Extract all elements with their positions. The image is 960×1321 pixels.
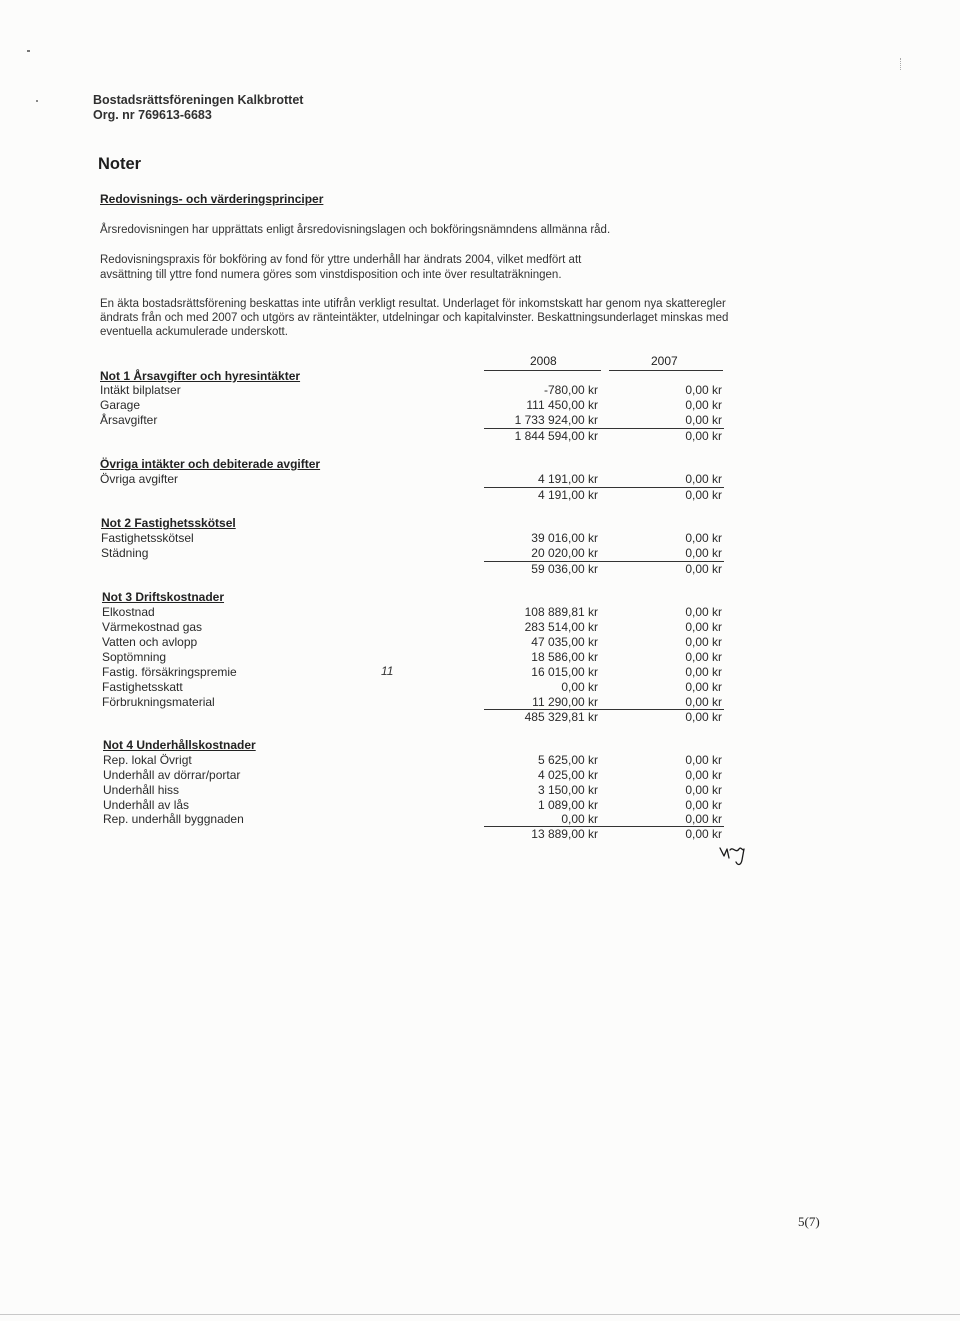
not4-heading: Not 4 Underhållskostnader	[103, 738, 256, 752]
not3-row-value-2007: 0,00 kr	[685, 650, 722, 664]
principles-paragraph-2-line-1: Redovisningspraxis för bokföring av fond för yttre underhåll har ändrats 2004, vilket medfört att	[100, 254, 582, 266]
not3-row-value-2008: 11 290,00 kr	[532, 695, 598, 709]
scan-speck	[27, 50, 30, 52]
org-name: Bostadsrättsföreningen Kalkbrottet	[93, 93, 304, 107]
principles-paragraph-1: Årsredovisningen har upprättats enligt årsredovisningslagen och bokföringsnämndens allmänna råd.	[100, 224, 611, 236]
not2-row-value-2008: 20 020,00 kr	[531, 546, 598, 560]
not3-row-label: Förbrukningsmaterial	[102, 695, 215, 709]
scan-speck	[900, 58, 902, 70]
not3-row-value-2008: 18 586,00 kr	[531, 650, 598, 664]
not4-row-value-2008: 3 150,00 kr	[537, 783, 598, 797]
principles-paragraph-3-line-3: eventuella ackumulerade underskott.	[100, 326, 288, 338]
principles-paragraph-2-line-2: avsättning till yttre fond numera göres som vinstdisposition och inte över resultaträkningen.	[100, 269, 562, 281]
not2-row-value-2008: 39 016,00 kr	[531, 531, 598, 545]
not4-row-label: Underhåll hiss	[103, 783, 180, 797]
not3-total-2008: 485 329,81 kr	[524, 710, 598, 724]
ovriga-row-value-2007: 0,00 kr	[685, 472, 722, 486]
not3-row-value-2008: 283 514,00 kr	[524, 620, 598, 634]
not3-row-value-2007: 0,00 kr	[685, 620, 722, 634]
not1-total-2007: 0,00 kr	[685, 429, 722, 443]
not1-row-label: Garage	[100, 398, 141, 412]
not1-row-value-2008: 111 450,00 kr	[526, 398, 598, 412]
not2-heading: Not 2 Fastighetsskötsel	[101, 516, 236, 530]
not1-row-value-2008: 1 733 924,00 kr	[514, 413, 598, 427]
margin-mark: 11	[381, 664, 394, 678]
not3-row-value-2008: 108 889,81 kr	[524, 605, 598, 619]
not1-row-value-2007: 0,00 kr	[685, 383, 722, 397]
not3-heading: Not 3 Driftskostnader	[102, 590, 225, 604]
not3-row-label: Vatten och avlopp	[102, 635, 198, 649]
principles-paragraph-3-line-1: En äkta bostadsrättsförening beskattas inte utifrån verkligt resultat. Underlaget för inkomstskatt har genom nya skatteregler	[100, 298, 726, 310]
not1-heading: Not 1 Årsavgifter och hyresintäkter	[100, 369, 301, 383]
principles-heading: Redovisnings- och värderingsprinciper	[100, 192, 324, 206]
not3-row-value-2007: 0,00 kr	[685, 695, 722, 709]
year-underline-2007	[609, 370, 723, 371]
not1-row-value-2007: 0,00 kr	[685, 413, 722, 427]
not4-row-label: Underhåll av lås	[103, 798, 190, 812]
not1-row-value-2008: -780,00 kr	[543, 383, 598, 397]
ovriga-row-label: Övriga avgifter	[100, 472, 179, 486]
not2-row-value-2007: 0,00 kr	[685, 531, 722, 545]
not3-row-value-2008: 0,00 kr	[561, 680, 598, 694]
not4-row-value-2008: 1 089,00 kr	[537, 798, 598, 812]
ovriga-total-2007: 0,00 kr	[685, 488, 722, 502]
not3-row-value-2007: 0,00 kr	[685, 605, 722, 619]
not3-row-value-2007: 0,00 kr	[685, 635, 722, 649]
not2-total-2008: 59 036,00 kr	[531, 562, 598, 576]
principles-paragraph-3-line-2: ändrats från och med 2007 och utgörs av ränteintäkter, utdelningar och kapitalvinster. Beskattningsunderlaget minskas med	[100, 312, 729, 324]
not3-row-label: Värmekostnad gas	[102, 620, 203, 634]
scan-edge-line	[0, 1314, 960, 1315]
not1-row-label: Intäkt bilplatser	[100, 383, 181, 397]
not1-row-label: Årsavgifter	[100, 413, 158, 427]
not3-row-label: Fastig. försäkringspremie	[102, 665, 237, 679]
not4-row-value-2007: 0,00 kr	[685, 753, 722, 767]
not4-row-label: Underhåll av dörrar/portar	[103, 768, 241, 782]
not3-total-2007: 0,00 kr	[685, 710, 722, 724]
year-header-2007: 2007	[651, 354, 678, 368]
not3-row-value-2007: 0,00 kr	[685, 680, 722, 694]
not2-total-2007: 0,00 kr	[685, 562, 722, 576]
not3-row-label: Fastighetsskatt	[102, 680, 183, 694]
not4-row-value-2008: 0,00 kr	[561, 812, 598, 826]
not1-row-value-2007: 0,00 kr	[685, 398, 722, 412]
handwritten-initials	[716, 840, 756, 868]
not3-row-label: Elkostnad	[102, 605, 155, 619]
not4-row-value-2008: 5 625,00 kr	[537, 753, 598, 767]
not1-total-2008: 1 844 594,00 kr	[514, 429, 598, 443]
ovriga-row-value-2008: 4 191,00 kr	[537, 472, 598, 486]
not4-row-value-2007: 0,00 kr	[685, 783, 722, 797]
not3-row-label: Soptömning	[102, 650, 167, 664]
not4-row-value-2008: 4 025,00 kr	[537, 768, 598, 782]
not4-row-value-2007: 0,00 kr	[685, 812, 722, 826]
not3-row-value-2007: 0,00 kr	[685, 665, 722, 679]
year-underline-2008	[484, 370, 601, 371]
not4-row-value-2007: 0,00 kr	[685, 768, 722, 782]
scan-speck	[36, 100, 38, 102]
ovriga-total-2008: 4 191,00 kr	[537, 488, 598, 502]
not3-row-value-2008: 47 035,00 kr	[531, 635, 598, 649]
not2-row-value-2007: 0,00 kr	[685, 546, 722, 560]
org-number: Org. nr 769613-6683	[93, 108, 212, 122]
not4-total-2008: 13 889,00 kr	[531, 827, 598, 841]
ovriga-heading: Övriga intäkter och debiterade avgifter	[100, 457, 321, 471]
not2-row-label: Städning	[101, 546, 149, 560]
not2-row-label: Fastighetsskötsel	[101, 531, 194, 545]
page-number: 5(7)	[798, 1214, 820, 1229]
not4-row-value-2007: 0,00 kr	[685, 798, 722, 812]
not3-row-value-2008: 16 015,00 kr	[531, 665, 598, 679]
not4-row-label: Rep. underhåll byggnaden	[103, 812, 244, 826]
not4-total-2007: 0,00 kr	[685, 827, 722, 841]
year-header-2008: 2008	[530, 354, 557, 368]
page-title: Noter	[98, 155, 142, 173]
not4-row-label: Rep. lokal Övrigt	[103, 753, 192, 767]
